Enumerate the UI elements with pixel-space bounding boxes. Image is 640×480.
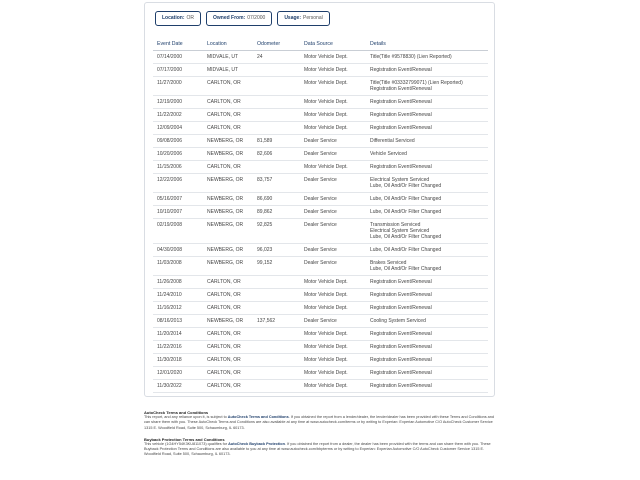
event-date-cell: 04/30/2008	[153, 244, 203, 257]
location-cell: CARLTON, OR	[203, 96, 253, 109]
data-source-cell: Dealer Service	[300, 135, 366, 148]
odometer-cell	[253, 276, 300, 289]
filter-value: 07/2000	[247, 15, 266, 21]
table-row	[153, 257, 488, 276]
location-cell: CARLTON, OR	[203, 289, 253, 302]
filter-pill-usage[interactable]	[277, 11, 329, 26]
location-cell: MIDVALE, UT	[203, 51, 253, 64]
odometer-cell: 89,862	[253, 206, 300, 219]
buyback-terms-title: Buyback Protection Terms and Conditions	[144, 436, 225, 442]
table-row	[153, 244, 488, 257]
detail-line: Registration Event/Renewal	[370, 67, 432, 73]
table-row	[153, 276, 488, 289]
event-date-cell: 11/15/2006	[153, 161, 203, 174]
data-source-cell: Motor Vehicle Dept.	[300, 51, 366, 64]
location-cell: CARLTON, OR	[203, 354, 253, 367]
data-source-cell: Dealer Service	[300, 206, 366, 219]
location-cell: CARLTON, OR	[203, 276, 253, 289]
column-header-details: Details	[366, 37, 488, 51]
details-cell	[366, 96, 488, 109]
detail-line: Registration Event/Renewal	[370, 86, 432, 92]
details-cell	[366, 135, 488, 148]
autocheck-terms-title: AutoCheck Terms and Conditions	[144, 410, 209, 415]
details-cell	[366, 174, 488, 193]
event-date-cell: 05/16/2007	[153, 193, 203, 206]
data-source-cell: Motor Vehicle Dept.	[300, 289, 366, 302]
details-cell	[366, 193, 488, 206]
odometer-cell: 81,589	[253, 135, 300, 148]
table-row	[153, 302, 488, 315]
detail-line: Registration Event/Renewal	[370, 164, 432, 170]
event-date-cell: 11/27/2000	[153, 77, 203, 96]
filter-pill-location[interactable]	[155, 11, 201, 26]
table-row	[153, 341, 488, 354]
event-date-cell: 10/10/2007	[153, 206, 203, 219]
data-source-cell: Dealer Service	[300, 148, 366, 161]
filter-value: Personal	[303, 15, 323, 21]
filter-pill-owned-from[interactable]	[206, 11, 272, 26]
detail-line: Title(Title #03332799071) (Lien Reported)	[370, 80, 463, 86]
location-cell: NEWBERG, OR	[203, 174, 253, 193]
data-source-cell: Motor Vehicle Dept.	[300, 77, 366, 96]
table-row	[153, 77, 488, 96]
odometer-cell: 82,606	[253, 148, 300, 161]
data-source-cell: Motor Vehicle Dept.	[300, 367, 366, 380]
table-row	[153, 328, 488, 341]
detail-line: Registration Event/Renewal	[370, 99, 432, 105]
detail-line: Registration Event/Renewal	[370, 383, 432, 389]
details-cell	[366, 64, 488, 77]
event-date-cell: 11/24/2010	[153, 289, 203, 302]
details-cell	[366, 328, 488, 341]
odometer-cell: 83,757	[253, 174, 300, 193]
odometer-cell	[253, 289, 300, 302]
buyback-protection-link[interactable]: AutoCheck Buyback Protection	[228, 442, 285, 447]
autocheck-terms-link[interactable]: AutoCheck Terms and Conditions	[227, 415, 289, 420]
detail-line: Registration Event/Renewal	[370, 125, 432, 131]
table-body	[153, 51, 488, 393]
terms-text: . If you obtained the report from a dealer, the dealer has been provided with the terms and can share them with you. These Buyback Protection Terms and Conditions are also available to you at any time at www.autocheck.com/bbpterms or by writing to Experian: Experian Automotive C/O AutoCheck Customer Service 1315 E. Woodfield Road, Suite 500, Schaumburg, IL 60173.	[144, 442, 491, 457]
location-cell: NEWBERG, OR	[203, 257, 253, 276]
details-cell	[366, 302, 488, 315]
detail-line: Lube, Oil And/Or Filter Changed	[370, 234, 442, 240]
table-row	[153, 193, 488, 206]
filter-label: Usage:	[284, 15, 301, 21]
data-source-cell: Motor Vehicle Dept.	[300, 161, 366, 174]
data-source-cell: Motor Vehicle Dept.	[300, 341, 366, 354]
table-row	[153, 64, 488, 77]
terms-text: . If you obtained the report from a lender/dealer, the lender/dealer has been provided with these Terms and Conditions and can share them with you. These AutoCheck Terms and Conditions are also available at any time at www.autocheck.com/terms or by writing to Experian: Experian Automotive C/O AutoCheck Customer Service 1315 E. Woodfield Road, Suite 500, Schaumburg, IL 60173.	[144, 415, 495, 430]
table-row	[153, 109, 488, 122]
event-date-cell: 11/22/2016	[153, 341, 203, 354]
odometer-cell	[253, 380, 300, 393]
details-cell	[366, 219, 488, 244]
table-row	[153, 96, 488, 109]
details-cell	[366, 244, 488, 257]
table-row	[153, 135, 488, 148]
data-source-cell: Motor Vehicle Dept.	[300, 380, 366, 393]
detail-line: Brakes Serviced	[370, 260, 407, 266]
details-cell	[366, 51, 488, 64]
details-cell	[366, 341, 488, 354]
location-cell: CARLTON, OR	[203, 341, 253, 354]
location-cell: CARLTON, OR	[203, 328, 253, 341]
data-source-cell: Dealer Service	[300, 257, 366, 276]
location-cell: CARLTON, OR	[203, 77, 253, 96]
odometer-cell	[253, 367, 300, 380]
data-source-cell: Motor Vehicle Dept.	[300, 354, 366, 367]
odometer-cell: 92,825	[253, 219, 300, 244]
column-header-odometer: Odometer	[253, 37, 300, 51]
details-cell	[366, 206, 488, 219]
detail-line: Registration Event/Renewal	[370, 344, 432, 350]
table-row	[153, 380, 488, 393]
odometer-cell	[253, 64, 300, 77]
terms-text: This vehicle (1G4HY54K3KU811073) qualifies for	[144, 442, 229, 447]
details-cell	[366, 148, 488, 161]
location-cell: CARLTON, OR	[203, 302, 253, 315]
detail-line: Electrical System Serviced	[370, 177, 430, 183]
details-cell	[366, 315, 488, 328]
terms-section	[144, 410, 496, 464]
details-cell	[366, 257, 488, 276]
detail-line: Lube, Oil And/Or Filter Changed	[370, 196, 442, 202]
event-date-cell: 10/20/2006	[153, 148, 203, 161]
detail-line: Lube, Oil And/Or Filter Changed	[370, 209, 442, 215]
data-source-cell: Motor Vehicle Dept.	[300, 276, 366, 289]
detail-line: Registration Event/Renewal	[370, 112, 432, 118]
event-date-cell: 07/14/2000	[153, 51, 203, 64]
filter-value: OR	[186, 15, 194, 21]
details-cell	[366, 161, 488, 174]
detail-line: Lube, Oil And/Or Filter Changed	[370, 247, 442, 253]
odometer-cell	[253, 302, 300, 315]
column-header-event-date: Event Date	[153, 37, 203, 51]
detail-line: Vehicle Serviced	[370, 151, 407, 157]
odometer-cell: 137,562	[253, 315, 300, 328]
detail-line: Cooling System Serviced	[370, 318, 426, 324]
detail-line: Registration Event/Renewal	[370, 370, 432, 376]
table-row	[153, 315, 488, 328]
table-row	[153, 289, 488, 302]
data-source-cell: Dealer Service	[300, 219, 366, 244]
event-date-cell: 11/22/2002	[153, 109, 203, 122]
location-cell: CARLTON, OR	[203, 367, 253, 380]
location-cell: NEWBERG, OR	[203, 206, 253, 219]
location-cell: NEWBERG, OR	[203, 135, 253, 148]
details-cell	[366, 109, 488, 122]
event-date-cell: 12/22/2006	[153, 174, 203, 193]
data-source-cell: Motor Vehicle Dept.	[300, 64, 366, 77]
odometer-cell: 24	[253, 51, 300, 64]
details-cell	[366, 77, 488, 96]
location-cell: MIDVALE, UT	[203, 64, 253, 77]
event-date-cell: 11/30/2018	[153, 354, 203, 367]
data-source-cell: Dealer Service	[300, 315, 366, 328]
odometer-cell	[253, 109, 300, 122]
event-date-cell: 11/16/2012	[153, 302, 203, 315]
location-cell: NEWBERG, OR	[203, 219, 253, 244]
data-source-cell: Dealer Service	[300, 193, 366, 206]
odometer-cell	[253, 161, 300, 174]
odometer-cell	[253, 354, 300, 367]
odometer-cell: 86,690	[253, 193, 300, 206]
event-date-cell: 02/19/2008	[153, 219, 203, 244]
detail-line: Lube, Oil And/Or Filter Changed	[370, 266, 442, 272]
filter-pills	[155, 11, 330, 26]
data-source-cell: Motor Vehicle Dept.	[300, 122, 366, 135]
odometer-cell	[253, 328, 300, 341]
odometer-cell	[253, 96, 300, 109]
event-date-cell: 09/08/2006	[153, 135, 203, 148]
detail-line: Title(Title #9578830) (Lien Reported)	[370, 54, 452, 60]
table-row	[153, 51, 488, 64]
data-source-cell: Motor Vehicle Dept.	[300, 302, 366, 315]
detail-line: Registration Event/Renewal	[370, 331, 432, 337]
detail-line: Lube, Oil And/Or Filter Changed	[370, 183, 442, 189]
buyback-terms-text	[144, 442, 496, 458]
column-header-data-source: Data Source	[300, 37, 366, 51]
location-cell: CARLTON, OR	[203, 109, 253, 122]
table-row	[153, 161, 488, 174]
data-source-cell: Motor Vehicle Dept.	[300, 96, 366, 109]
data-source-cell: Dealer Service	[300, 244, 366, 257]
location-cell: NEWBERG, OR	[203, 244, 253, 257]
details-cell	[366, 122, 488, 135]
history-card	[144, 2, 495, 397]
detail-line: Electrical System Serviced	[370, 228, 430, 234]
data-source-cell: Dealer Service	[300, 174, 366, 193]
event-date-cell: 12/09/2004	[153, 122, 203, 135]
details-cell	[366, 289, 488, 302]
details-cell	[366, 367, 488, 380]
event-date-cell: 12/01/2020	[153, 367, 203, 380]
event-date-cell: 11/03/2008	[153, 257, 203, 276]
location-cell: CARLTON, OR	[203, 380, 253, 393]
odometer-cell	[253, 122, 300, 135]
event-date-cell: 07/17/2000	[153, 64, 203, 77]
detail-line: Differential Serviced	[370, 138, 415, 144]
event-date-cell: 11/26/2008	[153, 276, 203, 289]
detail-line: Registration Event/Renewal	[370, 305, 432, 311]
table-row	[153, 219, 488, 244]
event-date-cell: 08/16/2013	[153, 315, 203, 328]
details-cell	[366, 276, 488, 289]
detail-line: Registration Event/Renewal	[370, 292, 432, 298]
table-row	[153, 206, 488, 219]
table-row	[153, 354, 488, 367]
table-header-row	[153, 37, 488, 51]
data-source-cell: Motor Vehicle Dept.	[300, 328, 366, 341]
filter-label: Location:	[162, 15, 185, 21]
location-cell: NEWBERG, OR	[203, 315, 253, 328]
autocheck-terms-text	[144, 415, 496, 431]
location-cell: CARLTON, OR	[203, 161, 253, 174]
odometer-cell: 96,023	[253, 244, 300, 257]
location-cell: CARLTON, OR	[203, 122, 253, 135]
odometer-cell	[253, 77, 300, 96]
location-cell: NEWBERG, OR	[203, 193, 253, 206]
detail-line: Registration Event/Renewal	[370, 279, 432, 285]
table-row	[153, 174, 488, 193]
table-row	[153, 148, 488, 161]
column-header-location: Location	[203, 37, 253, 51]
table-row	[153, 367, 488, 380]
details-cell	[366, 380, 488, 393]
terms-text: This report, and any reliance upon it, is subject to	[144, 415, 228, 420]
event-date-cell: 11/20/2014	[153, 328, 203, 341]
table-row	[153, 122, 488, 135]
odometer-cell: 99,152	[253, 257, 300, 276]
event-date-cell: 11/30/2022	[153, 380, 203, 393]
details-cell	[366, 354, 488, 367]
history-table	[153, 37, 488, 393]
detail-line: Registration Event/Renewal	[370, 357, 432, 363]
data-source-cell: Motor Vehicle Dept.	[300, 109, 366, 122]
event-date-cell: 12/19/2000	[153, 96, 203, 109]
location-cell: NEWBERG, OR	[203, 148, 253, 161]
odometer-cell	[253, 341, 300, 354]
detail-line: Transmission Serviced	[370, 222, 421, 228]
filter-label: Owned From:	[213, 15, 246, 21]
